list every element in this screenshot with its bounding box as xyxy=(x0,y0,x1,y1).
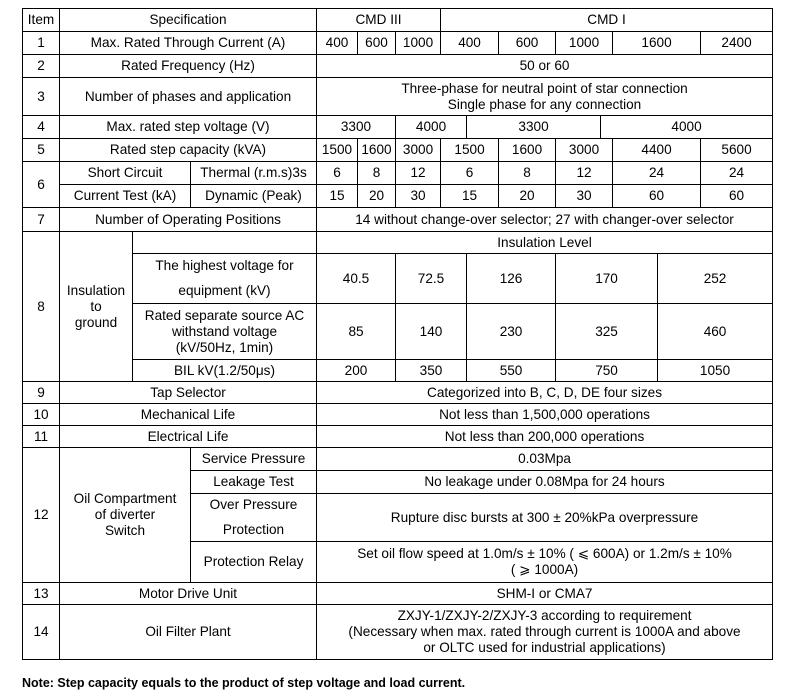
item-number: 12 xyxy=(23,448,60,583)
value-line: Three-phase for neutral point of star connection xyxy=(401,80,688,96)
value-cell: 1050 xyxy=(658,360,773,382)
value-cell xyxy=(317,542,773,583)
item-number: 5 xyxy=(23,139,60,162)
spec-label: Motor Drive Unit xyxy=(60,583,317,605)
item-number: 4 xyxy=(23,116,60,139)
group-label-line: Oil Compartment xyxy=(73,491,177,506)
table-row xyxy=(23,32,773,55)
sub-label xyxy=(133,254,317,304)
sub-label-line: (kV/50Hz, 1min) xyxy=(175,339,274,355)
group-label-line: ground xyxy=(74,314,118,330)
insulation-level-header: Insulation Level xyxy=(317,232,773,254)
value-cell: 30 xyxy=(556,185,613,208)
sub-label-line: equipment (kV) xyxy=(178,283,271,298)
value-cell: 1000 xyxy=(556,32,613,55)
value-cell: 5600 xyxy=(701,139,773,162)
value-cell: 126 xyxy=(467,254,556,304)
value-line: (Necessary when max. rated through current is 1000A and above xyxy=(348,624,741,639)
item-number: 8 xyxy=(23,232,60,382)
value-cell: 1500 xyxy=(317,139,358,162)
sub-label: Service Pressure xyxy=(191,448,317,471)
value-cell: 24 xyxy=(613,162,701,185)
value-cell: Not less than 1,500,000 operations xyxy=(317,404,773,426)
value-cell: 252 xyxy=(658,254,773,304)
specification-table xyxy=(22,8,773,660)
item-number: 1 xyxy=(23,32,60,55)
value-cell: 550 xyxy=(467,360,556,382)
value-cell: 6 xyxy=(317,162,358,185)
value-cell: 170 xyxy=(556,254,658,304)
table-row xyxy=(23,360,773,382)
item-number: 11 xyxy=(23,426,60,448)
table-row xyxy=(23,55,773,78)
value-cell: 20 xyxy=(358,185,396,208)
group-label: Current Test (kA) xyxy=(60,185,191,208)
value-cell: 50 or 60 xyxy=(317,55,773,78)
group-label xyxy=(60,232,133,382)
spec-label: Number of Operating Positions xyxy=(60,208,317,232)
sub-label: Leakage Test xyxy=(191,471,317,494)
value-cell: 8 xyxy=(358,162,396,185)
value-cell: 12 xyxy=(396,162,441,185)
value-cell: 3300 xyxy=(317,116,396,139)
table-row xyxy=(23,448,773,471)
value-cell: Not less than 200,000 operations xyxy=(317,426,773,448)
table-row xyxy=(23,254,773,304)
value-cell: 1500 xyxy=(441,139,499,162)
header-specification: Specification xyxy=(60,9,317,32)
value-cell: 15 xyxy=(317,185,358,208)
value-cell: 72.5 xyxy=(396,254,467,304)
value-cell: 3000 xyxy=(556,139,613,162)
group-label-line: of diverter xyxy=(94,507,156,522)
sub-label-line: The highest voltage for xyxy=(155,258,294,273)
group-label-line: Insulation xyxy=(66,282,126,298)
value-cell: 6 xyxy=(441,162,499,185)
item-number: 9 xyxy=(23,382,60,404)
value-cell: 600 xyxy=(499,32,556,55)
value-cell: 15 xyxy=(441,185,499,208)
value-cell: SHM-I or CMA7 xyxy=(317,583,773,605)
value-cell: 14 without change-over selector; 27 with changer-over selector xyxy=(317,208,773,232)
value-cell: 60 xyxy=(613,185,701,208)
item-number: 6 xyxy=(23,162,60,208)
value-cell: 460 xyxy=(658,304,773,360)
footnote: Note: Step capacity equals to the product of step voltage and load current. xyxy=(22,676,466,690)
value-cell: 1000 xyxy=(396,32,441,55)
value-cell: 600 xyxy=(358,32,396,55)
value-cell: 60 xyxy=(701,185,773,208)
value-cell: No leakage under 0.08Mpa for 24 hours xyxy=(317,471,773,494)
table-row xyxy=(23,583,773,605)
value-cell: 4400 xyxy=(613,139,701,162)
table-row xyxy=(23,139,773,162)
spec-label: Mechanical Life xyxy=(60,404,317,426)
value-cell: 8 xyxy=(499,162,556,185)
sub-label-line: Over Pressure xyxy=(209,497,298,512)
value-cell: 3300 xyxy=(467,116,601,139)
group-label xyxy=(60,448,191,583)
value-cell: Categorized into B, C, D, DE four sizes xyxy=(317,382,773,404)
spec-label: Rated step capacity (kVA) xyxy=(60,139,317,162)
table-row xyxy=(23,116,773,139)
sub-label-line: Protection xyxy=(222,522,285,537)
spec-label: Rated Frequency (Hz) xyxy=(60,55,317,78)
sub-label: Thermal (r.m.s)3s xyxy=(191,162,317,185)
item-number: 10 xyxy=(23,404,60,426)
table-row xyxy=(23,304,773,360)
value-cell: 400 xyxy=(441,32,499,55)
value-cell: 85 xyxy=(317,304,396,360)
value-cell: 1600 xyxy=(499,139,556,162)
group-label-line: to xyxy=(90,298,102,314)
spec-label: Tap Selector xyxy=(60,382,317,404)
table-row xyxy=(23,404,773,426)
table-row xyxy=(23,78,773,116)
value-line: Set oil flow speed at 1.0m/s ± 10% ( ⩽ 600A) or 1.2m/s ± 10% xyxy=(357,546,732,561)
table-row xyxy=(23,185,773,208)
sub-label-line: Rated separate source AC xyxy=(144,307,305,323)
value-cell: 4000 xyxy=(396,116,467,139)
header-cmd3: CMD III xyxy=(317,9,441,32)
header-cmd1: CMD I xyxy=(441,9,773,32)
item-number: 2 xyxy=(23,55,60,78)
item-number: 14 xyxy=(23,605,60,660)
item-number: 7 xyxy=(23,208,60,232)
header-row xyxy=(23,9,773,32)
sub-label xyxy=(191,494,317,542)
value-cell: 200 xyxy=(317,360,396,382)
value-cell: 2400 xyxy=(701,32,773,55)
value-cell: Rupture disc bursts at 300 ± 20%kPa overpressure xyxy=(317,494,773,542)
value-cell: 40.5 xyxy=(317,254,396,304)
table-row xyxy=(23,232,773,254)
value-cell: 24 xyxy=(701,162,773,185)
table-row xyxy=(23,426,773,448)
table-row xyxy=(23,162,773,185)
value-cell: 0.03Mpa xyxy=(317,448,773,471)
sub-label: Dynamic (Peak) xyxy=(191,185,317,208)
table-row xyxy=(23,605,773,660)
spec-table-container xyxy=(22,8,772,660)
value-cell: 1600 xyxy=(358,139,396,162)
sub-label: Protection Relay xyxy=(191,542,317,583)
value-cell: 1600 xyxy=(613,32,701,55)
value-cell: 20 xyxy=(499,185,556,208)
group-label-line: Switch xyxy=(104,523,146,538)
value-cell: 140 xyxy=(396,304,467,360)
spec-label: Oil Filter Plant xyxy=(60,605,317,660)
value-line: Single phase for any connection xyxy=(447,96,642,112)
value-line: ( ⩾ 1000A) xyxy=(510,562,579,577)
value-line: ZXJY-1/ZXJY-2/ZXJY-3 according to requirement xyxy=(397,608,692,623)
table-row xyxy=(23,208,773,232)
value-cell: 230 xyxy=(467,304,556,360)
sub-label: BIL kV(1.2/50μs) xyxy=(133,360,317,382)
value-cell: 30 xyxy=(396,185,441,208)
value-cell: 3000 xyxy=(396,139,441,162)
value-cell xyxy=(317,78,773,116)
value-cell: 400 xyxy=(317,32,358,55)
value-line: or OLTC used for industrial applications) xyxy=(423,640,666,655)
blank-cell xyxy=(133,232,317,254)
spec-label: Electrical Life xyxy=(60,426,317,448)
header-item: Item xyxy=(23,9,60,32)
spec-label: Max. Rated Through Current (A) xyxy=(60,32,317,55)
value-cell: 325 xyxy=(556,304,658,360)
sub-label-line: withstand voltage xyxy=(171,323,278,339)
table-row xyxy=(23,382,773,404)
spec-label: Max. rated step voltage (V) xyxy=(60,116,317,139)
value-cell xyxy=(317,605,773,660)
value-cell: 12 xyxy=(556,162,613,185)
item-number: 3 xyxy=(23,78,60,116)
value-cell: 350 xyxy=(396,360,467,382)
group-label: Short Circuit xyxy=(60,162,191,185)
value-cell: 750 xyxy=(556,360,658,382)
item-number: 13 xyxy=(23,583,60,605)
spec-label: Number of phases and application xyxy=(60,78,317,116)
value-cell: 4000 xyxy=(601,116,773,139)
sub-label xyxy=(133,304,317,360)
